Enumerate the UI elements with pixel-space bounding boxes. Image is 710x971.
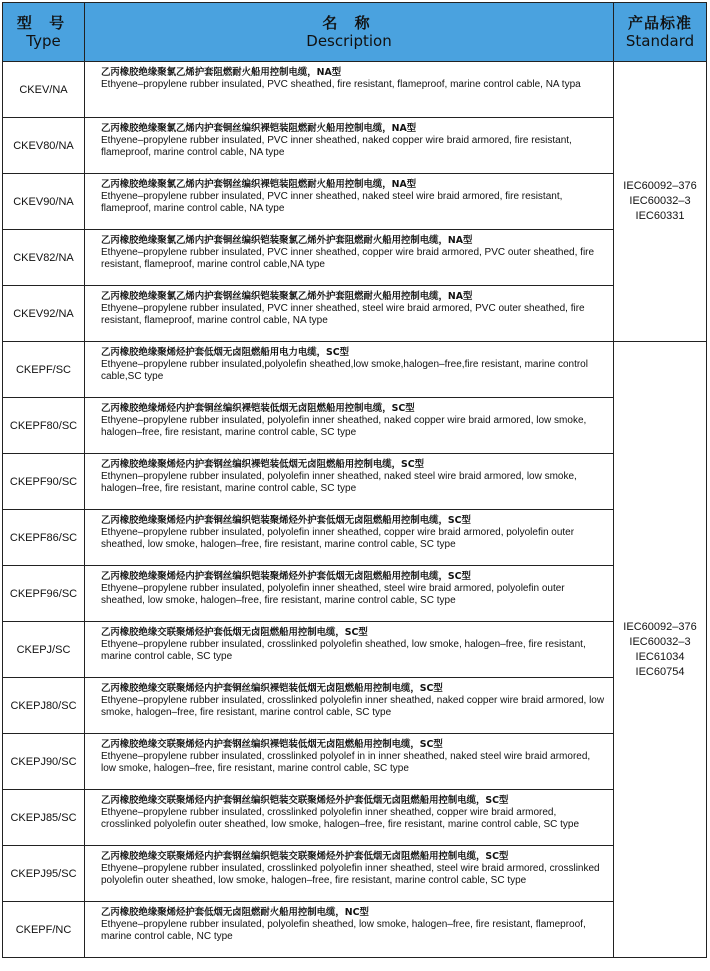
description xyxy=(85,510,614,566)
description-en: Ethyene–propylene rubber insulated, polyolefin inner sheathed, copper wire braid armored, polyolefin outer sheathed, low smoke, halogen–free, fire resistant, marine control cable, SC type xyxy=(101,527,575,550)
model-type: CKEPJ95/SC xyxy=(3,846,85,902)
header-type-en: Type xyxy=(26,32,61,50)
description-cn: 乙丙橡胶绝缘交联聚烯烃护套低烟无卤阻燃船用控制电缆，SC型 xyxy=(101,627,368,638)
table-row xyxy=(3,454,707,510)
description xyxy=(85,342,614,398)
cable-spec-table xyxy=(2,2,707,958)
description-en: Ethyene–propylene rubber insulated, PVC inner sheathed, steel wire braid armored, PVC outer sheathed, fire resistant, flameproof, marine control cable, NA type xyxy=(101,303,585,326)
table-row xyxy=(3,174,707,230)
description xyxy=(85,734,614,790)
header-description-en: Description xyxy=(306,32,392,50)
description xyxy=(85,230,614,286)
description-cn: 乙丙橡胶绝缘聚烯烃内护套铜丝编织铠装聚烯烃外护套低烟无卤阻燃船用控制电缆，SC型 xyxy=(101,515,471,526)
header-description-cn: 名 称 xyxy=(322,14,376,32)
description-en: Ethyene–propylene rubber insulated, polyolefin inner sheathed, steel wire braid armored, polyolefin outer sheathed, low smoke, halogen–free, fire resistant, marine control cable, SC type xyxy=(101,583,565,606)
table-row xyxy=(3,622,707,678)
table-row xyxy=(3,902,707,958)
table-row xyxy=(3,734,707,790)
description-cn: 乙丙橡胶绝缘交联聚烯烃内护套钢丝编织铠装交联聚烯烃外护套低烟无卤阻燃船用控制电缆，SC型 xyxy=(101,851,509,862)
description xyxy=(85,566,614,622)
model-type: CKEPF96/SC xyxy=(3,566,85,622)
table-row xyxy=(3,790,707,846)
model-type: CKEPJ90/SC xyxy=(3,734,85,790)
standard-item: IEC60331 xyxy=(635,210,685,222)
description-cn: 乙丙橡胶绝缘交联聚烯烃内护套钢丝编织裸铠装低烟无卤阻燃船用控制电缆，SC型 xyxy=(101,739,443,750)
header-type xyxy=(3,3,85,62)
description xyxy=(85,398,614,454)
table-row xyxy=(3,118,707,174)
description-en: Ethyene–propylene rubber insulated, polyolefin sheathed, low smoke, halogen–free, fire resistant, flameproof, marine control cable, NC type xyxy=(101,919,586,942)
description xyxy=(85,678,614,734)
description xyxy=(85,286,614,342)
description-en: Ethyene–propylene rubber insulated, crosslinked polyolefin inner sheathed, steel wire braid armored, crosslinked polyolefin outer sheathed, low smoke, halogen–free, fire resistant, marine control cable, SC type xyxy=(101,863,600,886)
description-cn: 乙丙橡胶绝缘聚氯乙烯内护套铜丝编织裸铠装阻燃耐火船用控制电缆，NA型 xyxy=(101,123,417,134)
description-cn: 乙丙橡胶绝缘聚烯烃护套低烟无卤阻燃船用电力电缆，SC型 xyxy=(101,347,350,358)
table-row xyxy=(3,846,707,902)
description-en: Ethyene–propylene rubber insulated, polyolefin inner sheathed, naked copper wire braid armored, low smoke, halogen–free, fire resistant, marine control cable, SC type xyxy=(101,415,587,438)
table-row xyxy=(3,230,707,286)
description-en: Ethyene–propylene rubber insulated, PVC sheathed, fire resistant, flameproof, marine control cable, NA typa xyxy=(101,79,581,90)
description-cn: 乙丙橡胶绝缘交联聚烯烃内护套铜丝编织裸铠装低烟无卤阻燃船用控制电缆，SC型 xyxy=(101,683,443,694)
header-description xyxy=(85,3,614,62)
description-en: Ethyene–propylene rubber insulated, PVC inner sheathed, naked copper wire braid armored, fire resistant, flameproof, marine control cable, NA type xyxy=(101,135,572,158)
description xyxy=(85,174,614,230)
model-type: CKEPJ85/SC xyxy=(3,790,85,846)
description xyxy=(85,902,614,958)
table-row xyxy=(3,286,707,342)
description-en: Ethyene–propylene rubber insulated, crosslinked polyolefin sheathed, low smoke, halogen–free, fire resistant, marine control cable, SC type xyxy=(101,639,586,662)
description xyxy=(85,454,614,510)
standard-item: IEC60754 xyxy=(635,665,685,678)
description xyxy=(85,846,614,902)
model-type: CKEV92/NA xyxy=(3,286,85,342)
description-cn: 乙丙橡胶绝缘聚烯烃内护套钢丝编织裸铠装低烟无卤阻燃船用控制电缆，SC型 xyxy=(101,459,425,470)
description xyxy=(85,118,614,174)
table-row xyxy=(3,566,707,622)
description xyxy=(85,622,614,678)
description xyxy=(85,62,614,118)
standard-item: IEC60032–3 xyxy=(629,635,691,648)
description-cn: 乙丙橡胶绝缘交联聚烯烃内护套铜丝编织铠装交联聚烯烃外护套低烟无卤阻燃船用控制电缆，SC型 xyxy=(101,795,509,806)
model-type: CKEPJ80/SC xyxy=(3,678,85,734)
description-en: Ethyene–propylene rubber insulated,polyolefin sheathed,low smoke,halogen–free,fire resistant, marine control cable,SC type xyxy=(101,359,588,382)
standard-item: IEC60092–376 xyxy=(623,620,697,633)
header-type-cn: 型 号 xyxy=(16,14,71,32)
standard-item: IEC60092–376 xyxy=(623,180,697,192)
header-standard-en: Standard xyxy=(625,32,695,50)
model-type: CKEV80/NA xyxy=(3,118,85,174)
standard-item: IEC60032–3 xyxy=(629,195,691,207)
model-type: CKEPF/SC xyxy=(3,342,85,398)
model-type: CKEPF/NC xyxy=(3,902,85,958)
description-cn: 乙丙橡胶绝缘聚氯乙烯内护套铜丝编织铠装聚氯乙烯外护套阻燃耐火船用控制电缆，NA型 xyxy=(101,235,473,246)
standard-group-sc-nc xyxy=(614,342,707,958)
model-type: CKEV/NA xyxy=(3,62,85,118)
model-type: CKEPF86/SC xyxy=(3,510,85,566)
description-en: Ethyene–propylene rubber insulated, crosslinked polyolef in in inner sheathed, naked steel wire braid armored, low smoke, halogen–free, fire resistant, marine control cable, SC type xyxy=(101,751,591,774)
description-cn: 乙丙橡胶绝缘聚烯烃内护套钢丝编织铠装聚烯烃外护套低烟无卤阻燃船用控制电缆，SC型 xyxy=(101,571,471,582)
header-standard xyxy=(614,3,707,62)
table-row xyxy=(3,398,707,454)
table-row xyxy=(3,62,707,118)
model-type: CKEPF90/SC xyxy=(3,454,85,510)
description-en: Ethyene–propylene rubber insulated, crosslinked polyolefin inner sheathed, copper wire braid armored, crosslinked polyolefin outer sheathed, low smoke, halogen–free, fire resistant, marine control cable, SC type xyxy=(101,807,580,830)
model-type: CKEPF80/SC xyxy=(3,398,85,454)
model-type: CKEV90/NA xyxy=(3,174,85,230)
description-cn: 乙丙橡胶绝缘烯烃内护套铜丝编织裸铠装低烟无卤阻燃船用控制电缆，SC型 xyxy=(101,403,415,414)
standard-item: IEC61034 xyxy=(635,650,685,663)
description-cn: 乙丙橡胶绝缘聚氯乙烯内护套钢丝编织铠装聚氯乙烯外护套阻燃耐火船用控制电缆，NA型 xyxy=(101,291,473,302)
description-en: Ethyene–propylene rubber insulated, crosslinked polyolefin inner sheathed, naked copper wire braid armored, low smoke, halogen–free, fire resistant, marine control cable, SC type xyxy=(101,695,605,718)
table-row xyxy=(3,510,707,566)
description-en: Ethyene–propylene rubber insulated, PVC inner sheathed, naked steel wire braid armored, fire resistant, flameproof, marine control cable, NA type xyxy=(101,191,563,214)
table-row xyxy=(3,342,707,398)
model-type: CKEPJ/SC xyxy=(3,622,85,678)
description-cn: 乙丙橡胶绝缘聚烯烃护套低烟无卤阻燃耐火船用控制电缆，NC型 xyxy=(101,907,369,918)
description-cn: 乙丙橡胶绝缘聚氯乙烯护套阻燃耐火船用控制电缆，NA型 xyxy=(101,67,342,78)
description-cn: 乙丙橡胶绝缘聚氯乙烯内护套钢丝编织裸铠装阻燃耐火船用控制电缆，NA型 xyxy=(101,179,417,190)
header-standard-cn: 产品标准 xyxy=(627,14,692,32)
description xyxy=(85,790,614,846)
description-en: Ethynen–propylene rubber insulated, polyolefin inner sheathed, naked steel wire braid armored, low smoke, halogen–free, fire resistant, marine control cable, SC type xyxy=(101,471,577,494)
model-type: CKEV82/NA xyxy=(3,230,85,286)
description-en: Ethyene–propylene rubber insulated, PVC inner sheathed, copper wire braid armored, PVC outer sheathed, fire resistant, flameproof, marine control cable,NA type xyxy=(101,247,595,270)
table-row xyxy=(3,678,707,734)
standard-group-na xyxy=(614,62,707,342)
header-row xyxy=(3,3,707,62)
